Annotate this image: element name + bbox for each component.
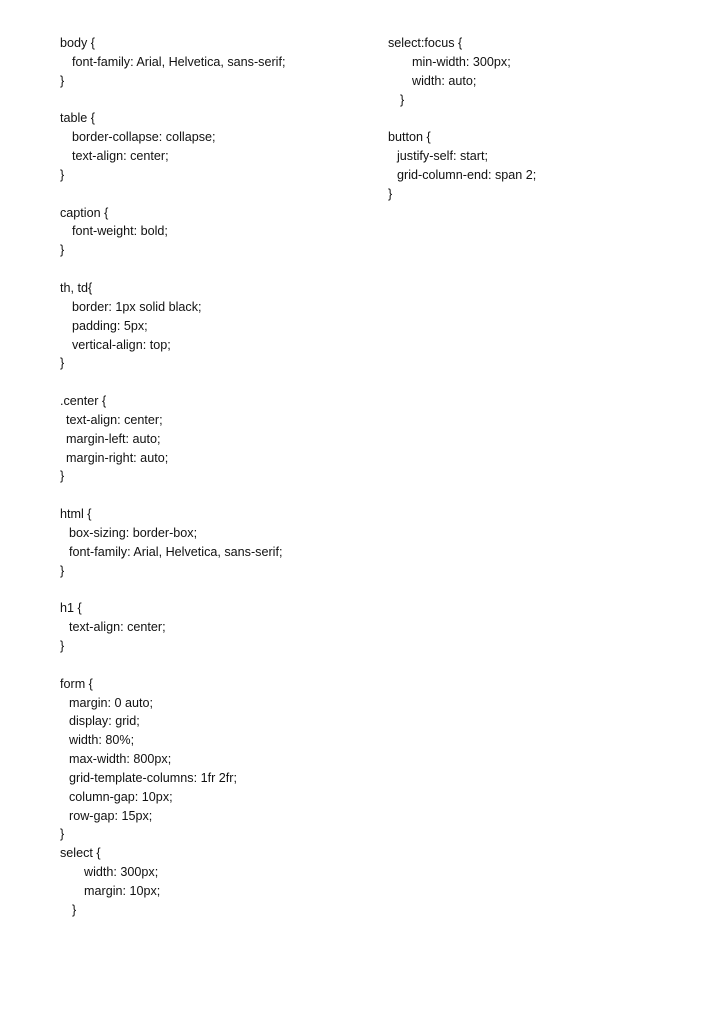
code-line: width: 80%; (69, 733, 135, 748)
code-line (60, 373, 360, 392)
code-line: } (60, 167, 65, 182)
code-line: grid-template-columns: 1fr 2fr; (69, 770, 237, 785)
code-line: column-gap: 10px; (69, 789, 173, 804)
code-line: } (60, 469, 65, 484)
code-line: } (388, 186, 393, 201)
code-line: vertical-align: top; (72, 337, 171, 352)
code-line: text-align: center; (66, 412, 163, 427)
code-line: justify-self: start; (397, 149, 488, 164)
code-line: } (60, 639, 65, 653)
code-line: font-family: Arial, Helvetica, sans-serif; (69, 544, 283, 559)
code-line: width: auto; (412, 73, 477, 88)
code-line: select { (60, 846, 101, 861)
code-line: } (60, 827, 65, 842)
code-line: margin: 10px; (84, 883, 161, 898)
code-line: margin-left: auto; (66, 431, 161, 446)
code-line (60, 580, 360, 599)
code-line: padding: 5px; (72, 318, 148, 333)
code-line: button { (388, 130, 431, 145)
code-line (60, 260, 360, 279)
left-code-column (60, 34, 360, 920)
code-line: font-family: Arial, Helvetica, sans-serif; (72, 54, 286, 69)
right-code-column (388, 34, 688, 204)
code-line: } (60, 356, 65, 371)
code-line: } (60, 73, 65, 88)
code-line: border: 1px solid black; (72, 299, 202, 314)
code-line: margin: 0 auto; (69, 695, 154, 710)
code-line: margin-right: auto; (66, 450, 169, 465)
code-line: min-width: 300px; (412, 54, 511, 69)
code-line: } (60, 563, 65, 578)
code-line: grid-column-end: span 2; (397, 167, 537, 182)
code-line: } (400, 92, 405, 107)
code-line (60, 91, 360, 110)
code-line: border-collapse: collapse; (72, 130, 216, 145)
code-line: row-gap: 15px; (69, 808, 153, 823)
code-line: html { (60, 507, 92, 522)
code-line: body { (60, 36, 96, 50)
code-line: box-sizing: border-box; (69, 525, 198, 540)
code-line: text-align: center; (72, 149, 169, 164)
code-line (60, 486, 360, 505)
code-line: .center { (60, 394, 107, 409)
code-line (388, 109, 688, 128)
code-line: caption { (60, 205, 109, 220)
code-line: th, td{ (60, 280, 93, 295)
code-line: text-align: center; (69, 620, 166, 635)
code-line: table { (60, 111, 96, 126)
code-line: width: 300px; (84, 865, 159, 880)
code-line (60, 656, 360, 675)
code-line: display: grid; (69, 714, 140, 729)
code-line: max-width: 800px; (69, 752, 172, 767)
code-line: } (72, 902, 77, 917)
code-line: form { (60, 676, 93, 691)
code-line: } (60, 243, 65, 258)
code-line: select:focus { (388, 36, 463, 50)
code-line: font-weight: bold; (72, 224, 168, 239)
code-line (60, 185, 360, 204)
code-line: h1 { (60, 601, 82, 616)
